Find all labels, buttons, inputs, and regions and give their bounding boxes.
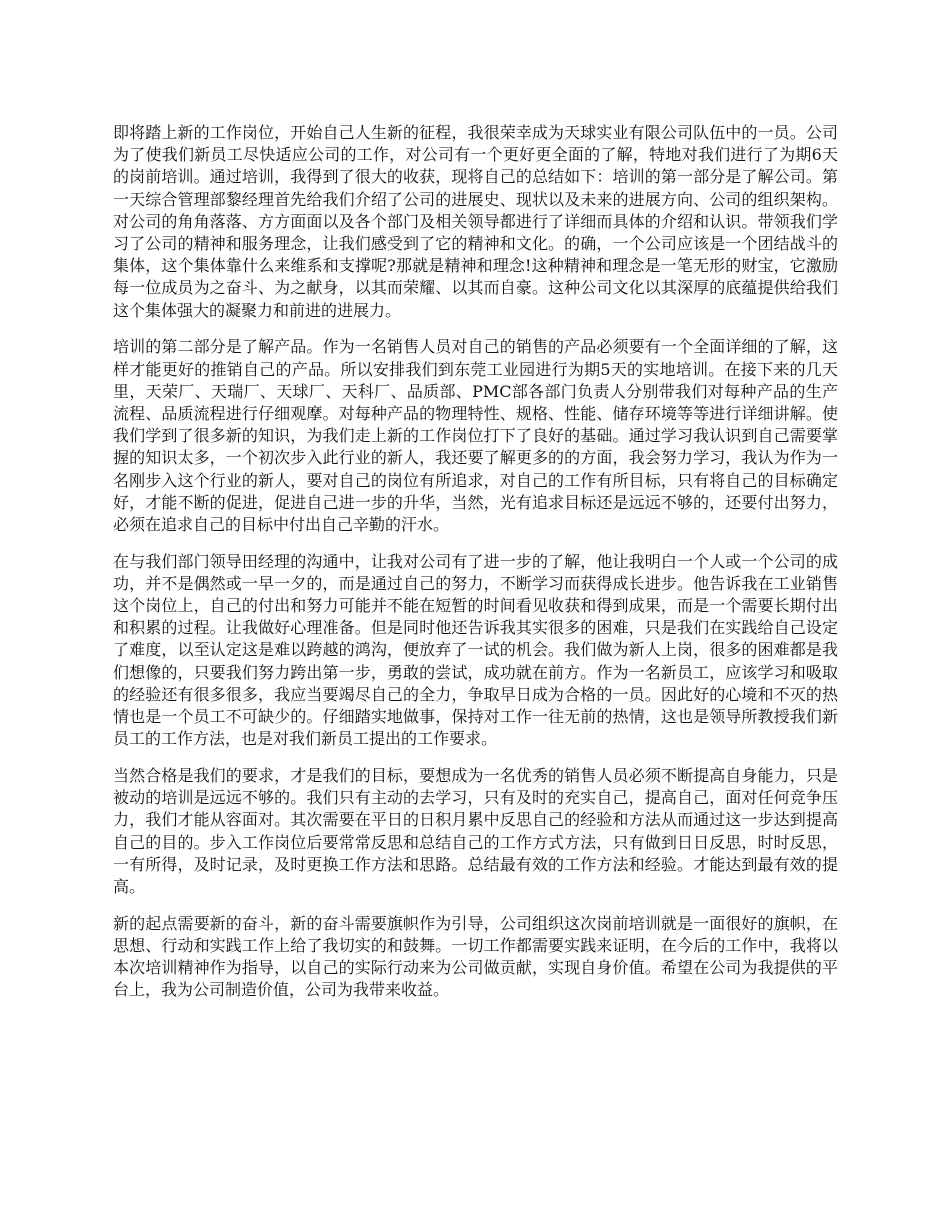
paragraph-product-training: 培训的第二部分是了解产品。作为一名销售人员对自己的销售的产品必须要有一个全面详细的了解，这样才能更好的推销自己的产品。所以安排我们到东莞工业园进行为期5天的实地培训。在接下来的几天里，天荣厂、天瑞厂、天球厂、天科厂、品质部、PMC部各部门负责人分别带我们对每种产品的生产流程、品质流程进行仔细观摩。对每种产品的物理特性、规格、性能、储存环境等等进行详细讲解。使我们学到了很多新的知识，为我们走上新的工作岗位打下了良好的基础。通过学习我认识到自己需要掌握的知识太多，一个初次步入此行业的新人，我还要了解更多的的方面，我会努力学习，我认为作为一名刚步入这个行业的新人，要对自己的岗位有所追求，对自己的工作有所目标，只有将自己的目标确定好，才能不断的促进，促进自己进一步的升华，当然，光有追求目标还是远远不够的，还要付出努力，必须在追求自己的目标中付出自己辛勤的汗水。 [113,337,838,534]
document-body [113,122,838,1016]
paragraph-conclusion: 新的起点需要新的奋斗，新的奋斗需要旗帜作为引导，公司组织这次岗前培训就是一面很好的旗帜，在思想、行动和实践工作上给了我切实的和鼓舞。一切工作都需要实践来证明，在今后的工作中，我将以本次培训精神作为指导，以自己的实际行动来为公司做贡献，实现自身价值。希望在公司为我提供的平台上，我为公司制造价值，公司为我带来收益。 [113,913,838,1000]
paragraph-manager-talk: 在与我们部门领导田经理的沟通中，让我对公司有了进一步的了解，他让我明白一个人或一个公司的成功，并不是偶然或一早一夕的，而是通过自己的努力，不断学习而获得成长进步。他告诉我在工业销售这个岗位上，自己的付出和努力可能并不能在短暂的时间看见收获和得到成果，而是一个需要长期付出和积累的过程。让我做好心理准备。但是同时他还告诉我其实很多的困难，只是我们在实践给自己设定了难度，以至认定这是难以跨越的鸿沟，便放弃了一试的机会。我们做为新人上岗，很多的困难都是我们想像的，只要我们努力跨出第一步，勇敢的尝试，成功就在前方。作为一名新员工，应该学习和吸取的经验还有很多很多，我应当要竭尽自己的全力，争取早日成为合格的一员。因此好的心境和不灭的热情也是一个员工不可缺少的。仔细踏实地做事，保持对工作一往无前的热情，这也是领导所教授我们新员工的工作方法，也是对我们新员工提出的工作要求。 [113,551,838,749]
paragraph-intro: 即将踏上新的工作岗位，开始自己人生新的征程，我很荣幸成为天球实业有限公司队伍中的一员。公司为了使我们新员工尽快适应公司的工作，对公司有一个更好更全面的了解，特地对我们进行了为期6天的岗前培训。通过培训，我得到了很大的收获，现将自己的总结如下：培训的第一部分是了解公司。第一天综合管理部黎经理首先给我们介绍了公司的进展史、现状以及未来的进展方向、公司的组织架构。对公司的角角落落、方方面面以及各个部门及相关领导都进行了详细而具体的介绍和认识。带领我们学习了公司的精神和服务理念，让我们感受到了它的精神和文化。的确，一个公司应该是一个团结战斗的集体，这个集体靠什么来维系和支撑呢?那就是精神和理念!这种精神和理念是一笔无形的财宝，它激励每一位成员为之奋斗、为之献身，以其而荣耀、以其而自豪。这种公司文化以其深厚的底蕴提供给我们这个集体强大的凝聚力和前进的进展力。 [113,123,838,320]
paragraph-self-improvement: 当然合格是我们的要求，才是我们的目标，要想成为一名优秀的销售人员必须不断提高自身能力，只是被动的培训是远远不够的。我们只有主动的去学习，只有及时的充实自己，提高自己，面对任何竞争压力，我们才能从容面对。其次需要在平日的日积月累中反思自己的经验和方法从而通过这一步达到提高自己的目的。步入工作岗位后要常常反思和总结自己的工作方式方法，只有做到日日反思，时时反思，一有所得，及时记录，及时更换工作方法和思路。总结最有效的工作方法和经验。才能达到最有效的提高。 [113,765,838,896]
